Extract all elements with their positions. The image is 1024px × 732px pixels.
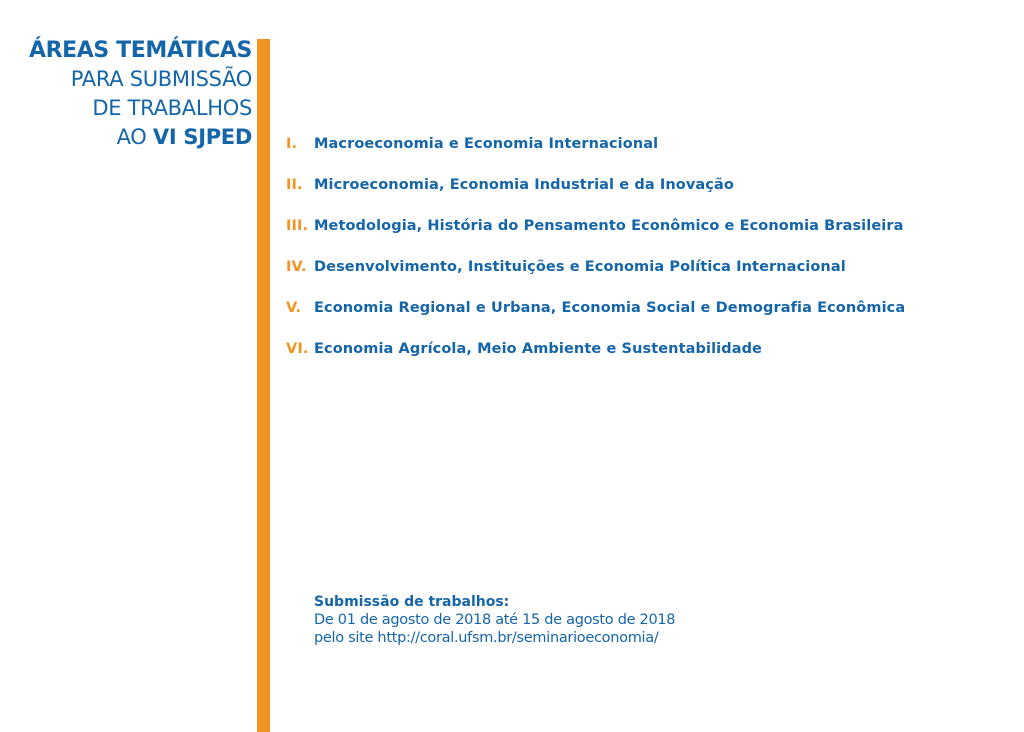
topic-list bbox=[286, 123, 905, 369]
title-line-4-prefix: AO bbox=[116, 125, 153, 149]
topic-item bbox=[286, 287, 905, 328]
topic-numeral: IV. bbox=[286, 258, 307, 275]
topic-numeral: III. bbox=[286, 217, 309, 234]
submission-heading: Submissão de trabalhos: bbox=[314, 594, 510, 610]
topic-numeral: VI. bbox=[286, 340, 309, 357]
topic-item bbox=[286, 164, 905, 205]
orange-divider-bar bbox=[257, 39, 270, 732]
topic-label: Metodologia, História do Pensamento Econômico e Economia Brasileira bbox=[314, 217, 904, 234]
topic-label: Desenvolvimento, Instituições e Economia Política Internacional bbox=[314, 258, 846, 275]
page-title bbox=[29, 36, 252, 152]
topic-label: Economia Regional e Urbana, Economia Social e Demografia Econômica bbox=[314, 299, 906, 316]
submission-site: pelo site http://coral.ufsm.br/seminarioeconomia/ bbox=[314, 630, 659, 646]
topic-item bbox=[286, 328, 905, 369]
submission-dates: De 01 de agosto de 2018 até 15 de agosto de 2018 bbox=[314, 612, 676, 628]
title-line-1: ÁREAS TEMÁTICAS bbox=[29, 38, 252, 63]
title-line-4 bbox=[29, 123, 252, 152]
title-line-2: PARA SUBMISSÃO bbox=[70, 67, 252, 91]
topic-item bbox=[286, 205, 905, 246]
topic-label: Microeconomia, Economia Industrial e da Inovação bbox=[314, 176, 734, 193]
topic-numeral: I. bbox=[286, 135, 298, 152]
title-line-3: DE TRABALHOS bbox=[92, 96, 252, 120]
topic-label: Macroeconomia e Economia Internacional bbox=[314, 135, 659, 152]
topic-item bbox=[286, 246, 905, 287]
topic-item bbox=[286, 123, 905, 164]
submission-info bbox=[314, 593, 675, 647]
topic-numeral: V. bbox=[286, 299, 302, 316]
topic-label: Economia Agrícola, Meio Ambiente e Sustentabilidade bbox=[314, 340, 762, 357]
event-name: VI SJPED bbox=[152, 125, 252, 149]
topic-numeral: II. bbox=[286, 176, 303, 193]
